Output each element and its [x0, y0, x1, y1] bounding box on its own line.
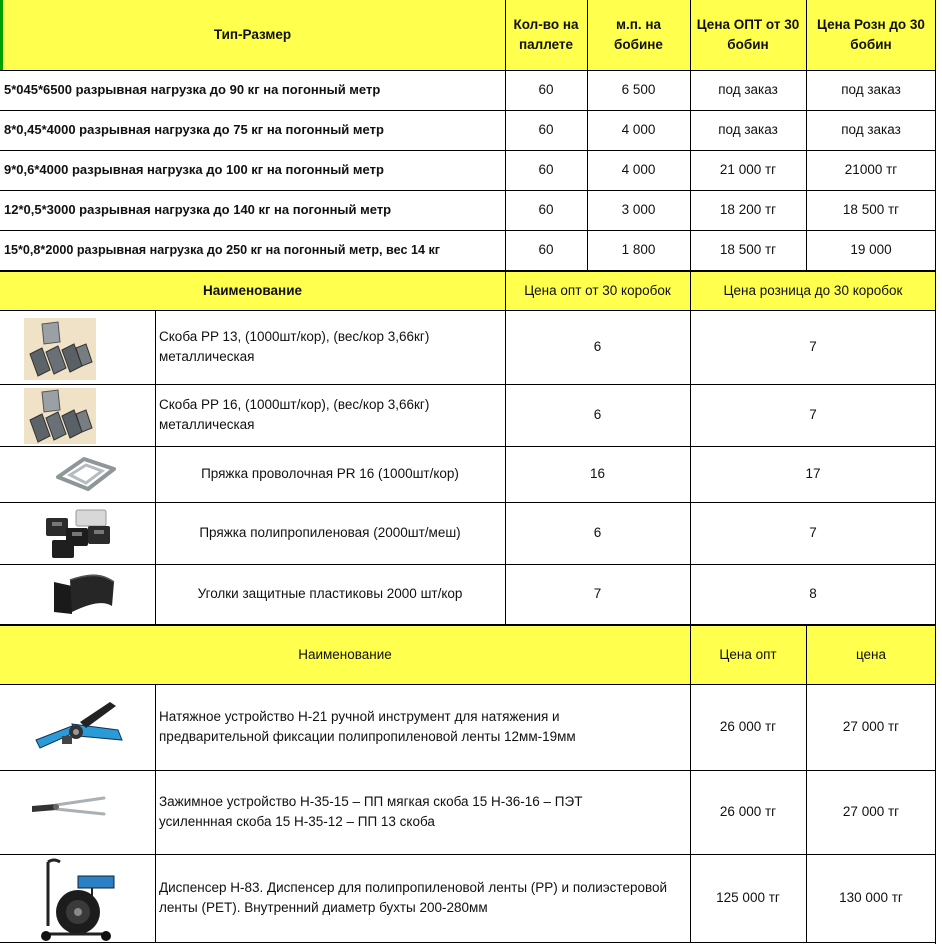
- divider: [0, 502, 936, 503]
- t1-row-meters: 4 000: [621, 162, 656, 177]
- t2-row-retail: 7: [809, 407, 817, 422]
- t2-row-opt: 7: [593, 586, 602, 601]
- t1-row-retail: под заказ: [841, 122, 901, 137]
- t1-row-opt: 21 000 тг: [719, 162, 777, 177]
- t1-row-name: 12*0,5*3000 разрывная нагрузка до 140 кг на погонный метр: [4, 202, 392, 217]
- divider: [0, 564, 936, 565]
- t2-row-opt: 6: [593, 407, 602, 422]
- divider: [505, 0, 506, 272]
- t2-row-name: Скоба PP 16, (1000шт/кор), (вес/кор 3,66кг) металлическая: [159, 397, 430, 432]
- t3-row-retail: 130 000 тг: [839, 890, 903, 905]
- t1-row-opt: под заказ: [718, 122, 778, 137]
- t3-row-retail: 27 000 тг: [842, 804, 900, 819]
- divider: [806, 0, 807, 272]
- divider: [587, 0, 588, 272]
- divider: [0, 384, 936, 385]
- t1-row-retail: под заказ: [841, 82, 901, 97]
- divider: [690, 626, 691, 942]
- t1-row-opt: 18 500 тг: [719, 242, 777, 257]
- t1-row-qty: 60: [538, 122, 554, 137]
- t2-header-opt: Цена опт от 30 коробок: [524, 283, 671, 298]
- t1-row-meters: 3 000: [621, 202, 656, 217]
- t1-row-retail: 21000 тг: [844, 162, 898, 177]
- divider: [0, 770, 936, 771]
- divider: [505, 272, 506, 624]
- divider: [0, 150, 936, 151]
- t1-header-name: Тип-Размер: [213, 27, 292, 42]
- t1-header-qty: Кол-во на паллете: [513, 17, 579, 52]
- t2-row-retail: 7: [809, 525, 817, 540]
- metal-seal-clips-image: [24, 318, 96, 380]
- t2-row-retail: 7: [809, 339, 817, 354]
- divider: [0, 624, 936, 626]
- t2-row-name: Пряжка полипропиленовая (2000шт/меш): [199, 525, 461, 540]
- t1-row-qty: 60: [538, 82, 554, 97]
- divider: [0, 110, 936, 111]
- t2-row-name: Уголки защитные пластиковы 2000 шт/кор: [197, 586, 463, 601]
- t2-row-retail: 8: [809, 586, 817, 601]
- divider: [0, 854, 936, 855]
- t2-row-opt: 6: [593, 525, 602, 540]
- t3-header-retail: цена: [855, 647, 887, 662]
- t1-row-meters: 4 000: [621, 122, 656, 137]
- plastic-buckle-image: [40, 506, 120, 562]
- divider: [0, 270, 936, 272]
- t1-row-meters: 1 800: [621, 242, 656, 257]
- t1-row-name: 8*0,45*4000 разрывная нагрузка до 75 кг на погонный метр: [4, 122, 384, 137]
- divider: [155, 310, 156, 624]
- t2-row-retail: 17: [805, 466, 821, 481]
- t1-header-opt: Цена ОПТ от 30 бобин: [696, 17, 800, 52]
- t1-header-meters: м.п. на бобине: [614, 17, 663, 52]
- wire-buckle-image: [50, 455, 122, 497]
- t3-header-name: Наименование: [298, 647, 392, 662]
- t1-row-name: 9*0,6*4000 разрывная нагрузка до 100 кг на погонный метр: [4, 162, 384, 177]
- divider: [0, 446, 936, 447]
- sealer-tool-image: [28, 792, 108, 826]
- t2-row-name: Пряжка проволочная PR 16 (1000шт/кор): [201, 466, 459, 481]
- t1-row-retail: 19 000: [850, 242, 892, 257]
- divider: [690, 272, 691, 624]
- t3-row-opt: 125 000 тг: [716, 890, 780, 905]
- t3-row-name: Натяжное устройство H-21 ручной инструмент для натяжения и предварительной фиксации полипропиленовой ленты 12мм-19мм: [159, 709, 576, 744]
- t2-header-retail: Цена розница до 30 коробок: [723, 283, 903, 298]
- divider: [0, 684, 936, 685]
- t2-row-opt: 6: [593, 339, 602, 354]
- divider: [0, 70, 936, 71]
- divider: [155, 684, 156, 942]
- t3-row-name: Диспенсер H-83. Диспенсер для полипропиленовой ленты (PP) и полиэстеровой ленты (PET). Внутренний диаметр бухты 200-280мм: [159, 880, 668, 915]
- t1-row-meters: 6 500: [621, 82, 656, 97]
- divider: [935, 0, 936, 944]
- t1-row-opt: под заказ: [718, 82, 778, 97]
- t1-row-qty: 60: [538, 242, 554, 257]
- t1-row-retail: 18 500 тг: [842, 202, 900, 217]
- t1-header-retail: Цена Розн до 30 бобин: [817, 17, 925, 52]
- t3-row-opt: 26 000 тг: [719, 804, 777, 819]
- t3-row-retail: 27 000 тг: [842, 719, 900, 734]
- t1-row-qty: 60: [538, 202, 554, 217]
- t2-header-name: Наименование: [202, 283, 303, 298]
- t2-row-opt: 16: [589, 466, 606, 481]
- dispenser-cart-image: [34, 856, 122, 942]
- divider: [0, 230, 936, 231]
- t2-row-name: Скоба PP 13, (1000шт/кор), (вес/кор 3,66кг) металлическая: [159, 329, 430, 364]
- t1-row-opt: 18 200 тг: [719, 202, 777, 217]
- t1-row-name: 5*045*6500 разрывная нагрузка до 90 кг на погонный метр: [4, 82, 381, 97]
- metal-seal-clips-image: [24, 388, 96, 444]
- t1-row-qty: 60: [538, 162, 554, 177]
- divider: [0, 942, 936, 943]
- corner-protector-image: [40, 568, 124, 618]
- t3-row-opt: 26 000 тг: [719, 719, 777, 734]
- t3-row-name: Зажимное устройство H-35-15 – ПП мягкая скоба 15 H-36-16 – ПЭТ усиленнная скоба 15 H-35-12 – ПП 13 скоба: [159, 794, 583, 829]
- divider: [0, 190, 936, 191]
- tensioner-tool-image: [32, 700, 136, 756]
- divider: [690, 0, 691, 272]
- divider: [0, 310, 936, 311]
- t1-row-name: 15*0,8*2000 разрывная нагрузка до 250 кг на погонный метр, вес 14 кг: [4, 243, 440, 257]
- t3-header-opt: Цена опт: [719, 647, 777, 662]
- divider: [806, 626, 807, 942]
